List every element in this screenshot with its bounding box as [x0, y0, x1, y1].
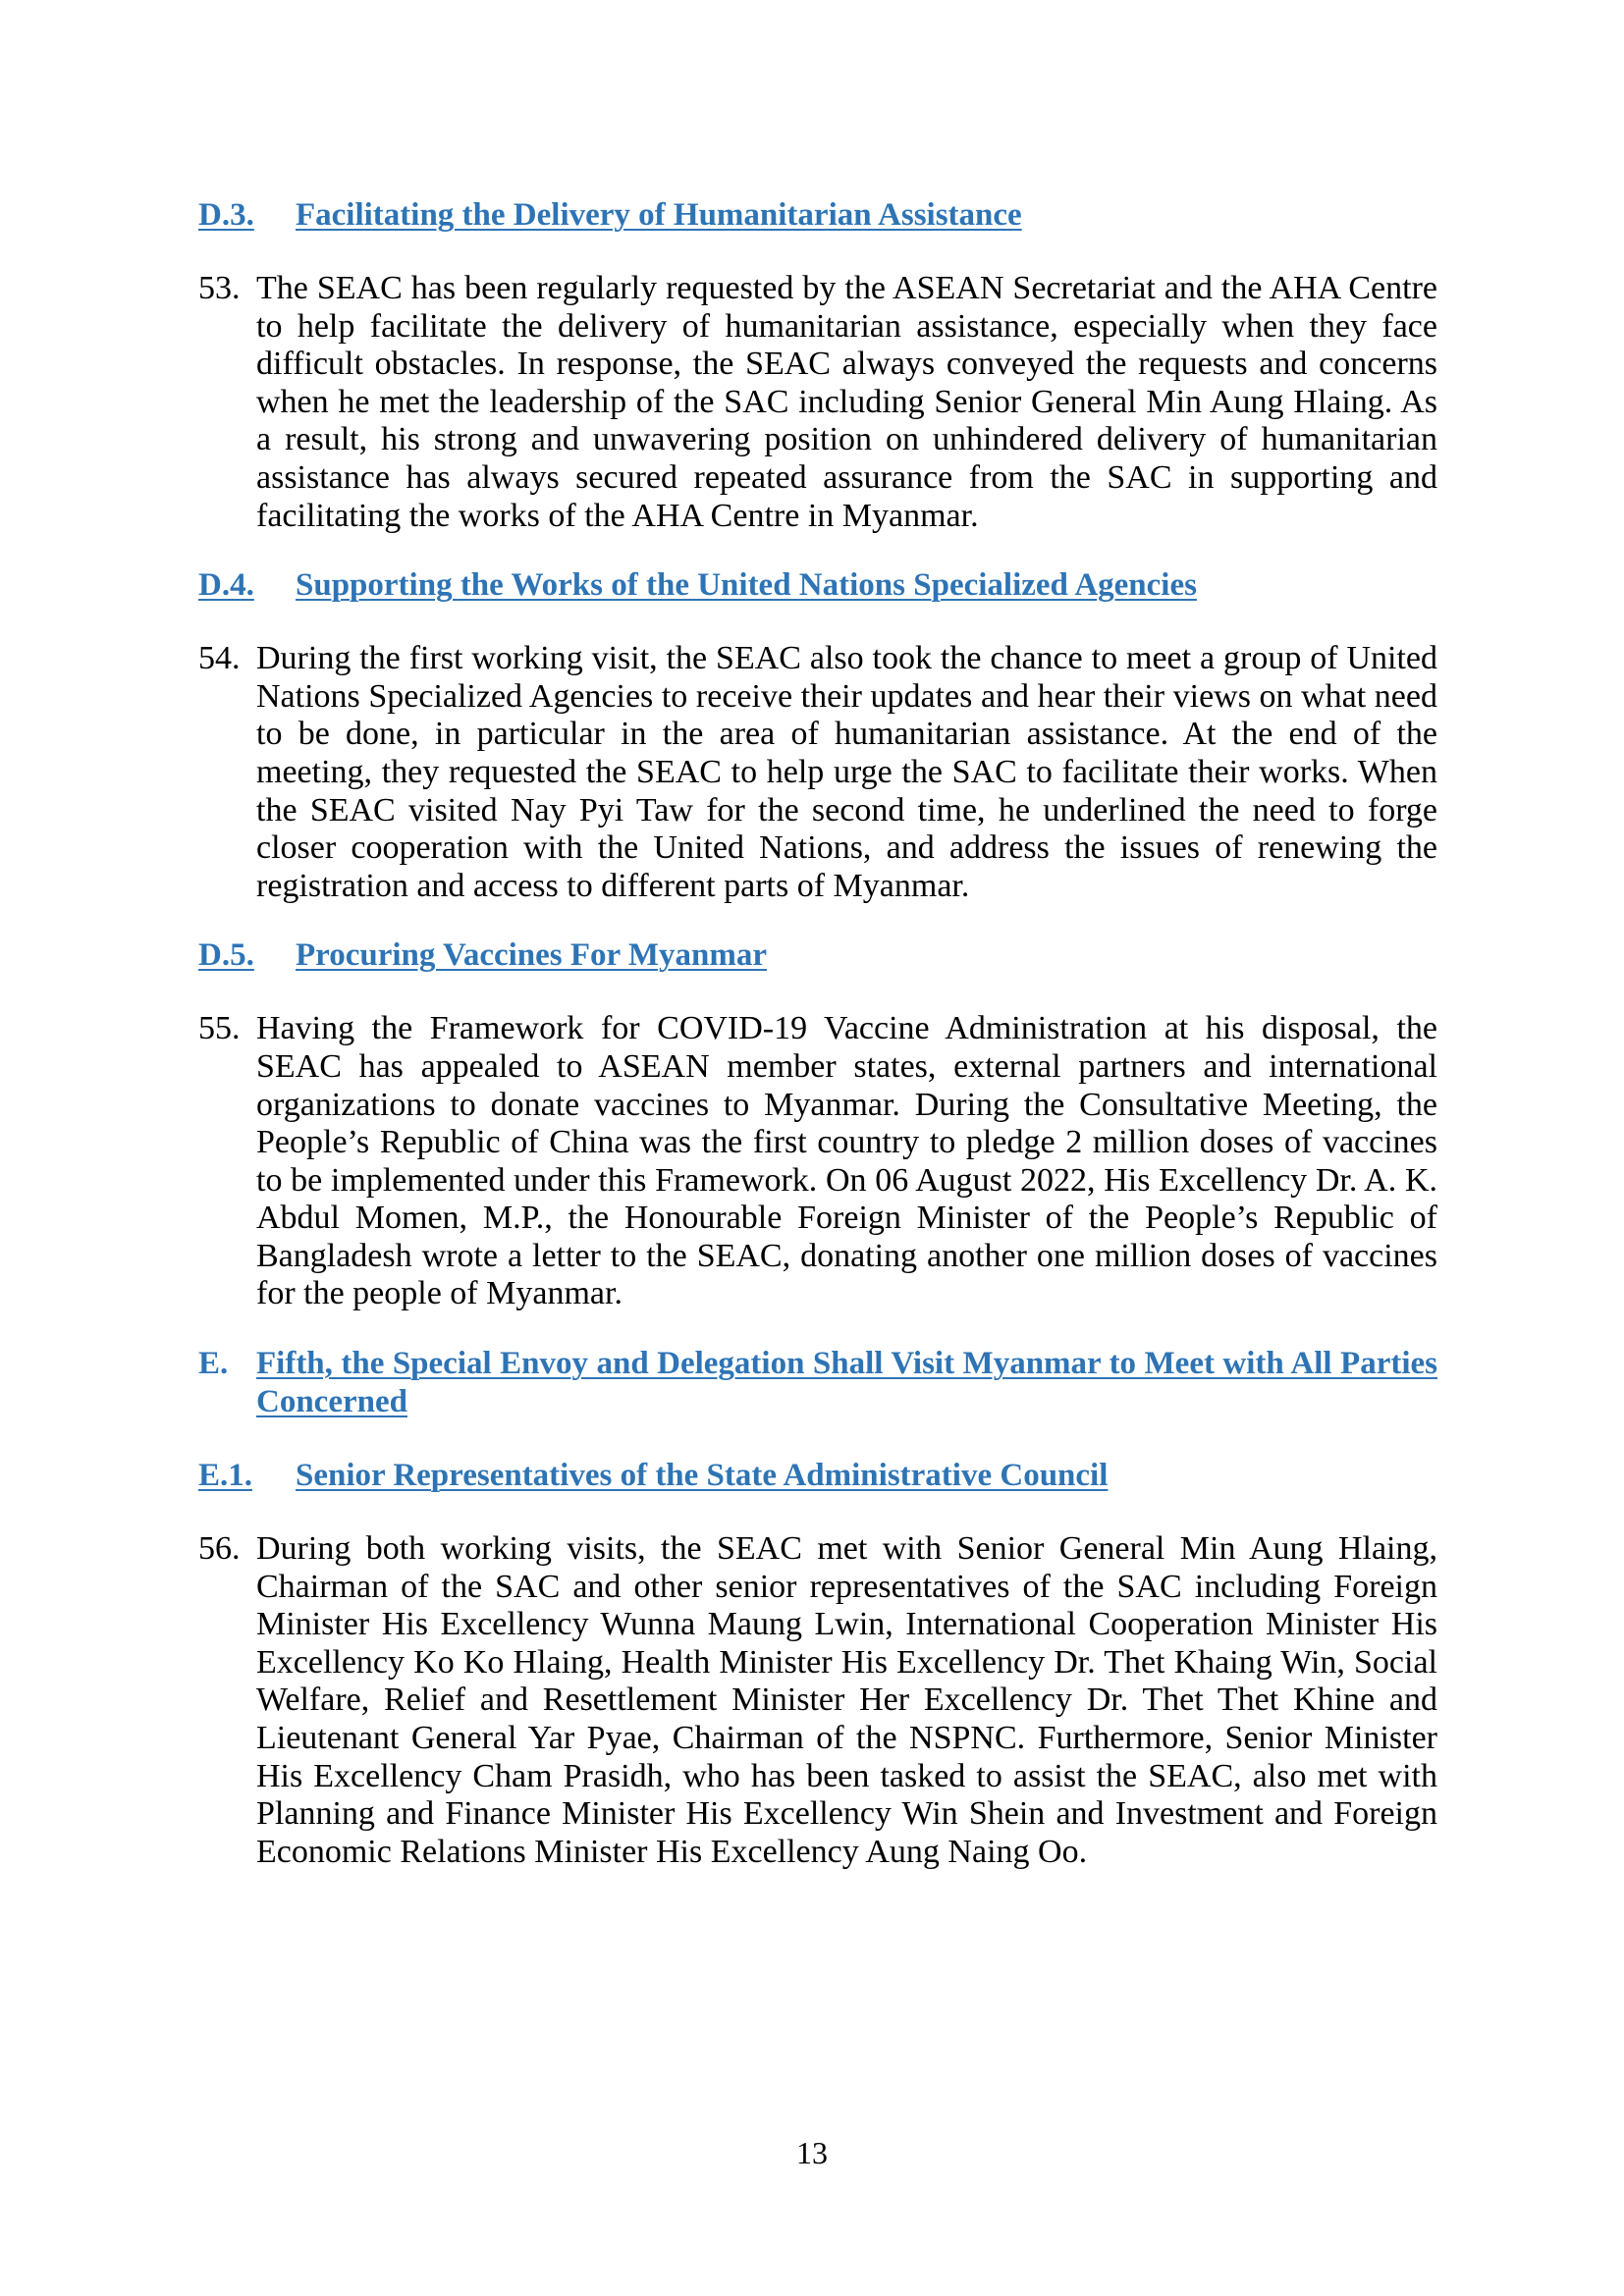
heading-title: Facilitating the Delivery of Humanitarian Assistance: [296, 197, 1022, 233]
heading-d3: [198, 196, 1437, 235]
paragraph-56: [198, 1530, 1437, 1871]
spacer: [198, 535, 1437, 566]
paragraph-text: During the first working visit, the SEAC also took the chance to meet a group of United Nations Specialized Agencies to receive their updates and hear their views on what need to be done, in particular in the area of humanitarian assistance. At the end of the meeting, they requested the SEAC to help urge the SAC to facilitate their works. When the SEAC visited Nay Pyi Taw for the second time, he underlined the need to forge closer cooperation with the United Nations, and address the issues of renewing the registration and access to different parts of Myanmar.: [256, 640, 1437, 904]
paragraph-53: [198, 270, 1437, 535]
page-number: 13: [796, 2135, 828, 2170]
heading-e1: [198, 1457, 1437, 1495]
heading-title: Senior Representatives of the State Administrative Council: [296, 1458, 1109, 1494]
heading-number: E.1.: [198, 1458, 253, 1494]
heading-d4: [198, 566, 1437, 605]
paragraph-text: Having the Framework for COVID-19 Vaccine Administration at his disposal, the SEAC has appealed to ASEAN member states, external partners and international organizations to donate vaccines to Myanmar. During the Consultative Meeting, the People’s Republic of China was the first country to pledge 2 million doses of vaccines to be implemented under this Framework. On 06 August 2022, His Excellency Dr. A. K. Abdul Momen, M.P., the Honourable Foreign Minister of the People’s Republic of Bangladesh wrote a letter to the SEAC, donating another one million doses of vaccines for the people of Myanmar.: [256, 1010, 1437, 1312]
paragraph-number: 56.: [198, 1530, 241, 1568]
spacer: [198, 1313, 1437, 1345]
paragraph-text: The SEAC has been regularly requested by the ASEAN Secretariat and the AHA Centre to help facilitate the delivery of humanitarian assistance, especially when they face difficult obstacles. In response, the SEAC always conveyed the requests and concerns when he met the leadership of the SAC including Senior General Min Aung Hlaing. As a result, his strong and unwavering position on unhindered delivery of humanitarian assistance has always secured repeated assurance from the SAC in supporting and facilitating the works of the AHA Centre in Myanmar.: [256, 270, 1437, 534]
spacer: [198, 1495, 1437, 1530]
spacer: [198, 235, 1437, 270]
heading-title: Supporting the Works of the United Nations Specialized Agencies: [296, 567, 1197, 604]
paragraph-55: [198, 1010, 1437, 1313]
heading-number: D.5.: [198, 937, 254, 974]
heading-d5: [198, 936, 1437, 975]
heading-number: D.4.: [198, 567, 254, 604]
spacer: [198, 1421, 1437, 1457]
spacer: [198, 905, 1437, 936]
spacer: [198, 605, 1437, 640]
paragraph-text: During both working visits, the SEAC met with Senior General Min Aung Hlaing, Chairman of the SAC and other senior representatives of the SAC including Foreign Minister His Excellency Wunna Maung Lwin, International Cooperation Minister His Excellency Ko Ko Hlaing, Health Minister His Excellency Dr. Thet Khaing Win, Social Welfare, Relief and Resettlement Minister Her Excellency Dr. Thet Thet Khine and Lieutenant General Yar Pyae, Chairman of the NSPNC. Furthermore, Senior Minister His Excellency Cham Prasidh, who has been tasked to assist the SEAC, also met with Planning and Finance Minister His Excellency Win Shein and Investment and Foreign Economic Relations Minister His Excellency Aung Naing Oo.: [256, 1530, 1437, 1870]
spacer: [198, 975, 1437, 1010]
paragraph-number: 53.: [198, 270, 241, 306]
heading-title: Fifth, the Special Envoy and Delegation Shall Visit Myanmar to Meet with All Parties Concerned: [256, 1346, 1437, 1420]
heading-e: [198, 1345, 1437, 1421]
heading-number: E.: [198, 1346, 229, 1382]
heading-title: Procuring Vaccines For Myanmar: [296, 937, 767, 974]
paragraph-54: [198, 640, 1437, 905]
paragraph-number: 55.: [198, 1010, 241, 1047]
paragraph-number: 54.: [198, 640, 241, 677]
heading-number: D.3.: [198, 197, 254, 233]
